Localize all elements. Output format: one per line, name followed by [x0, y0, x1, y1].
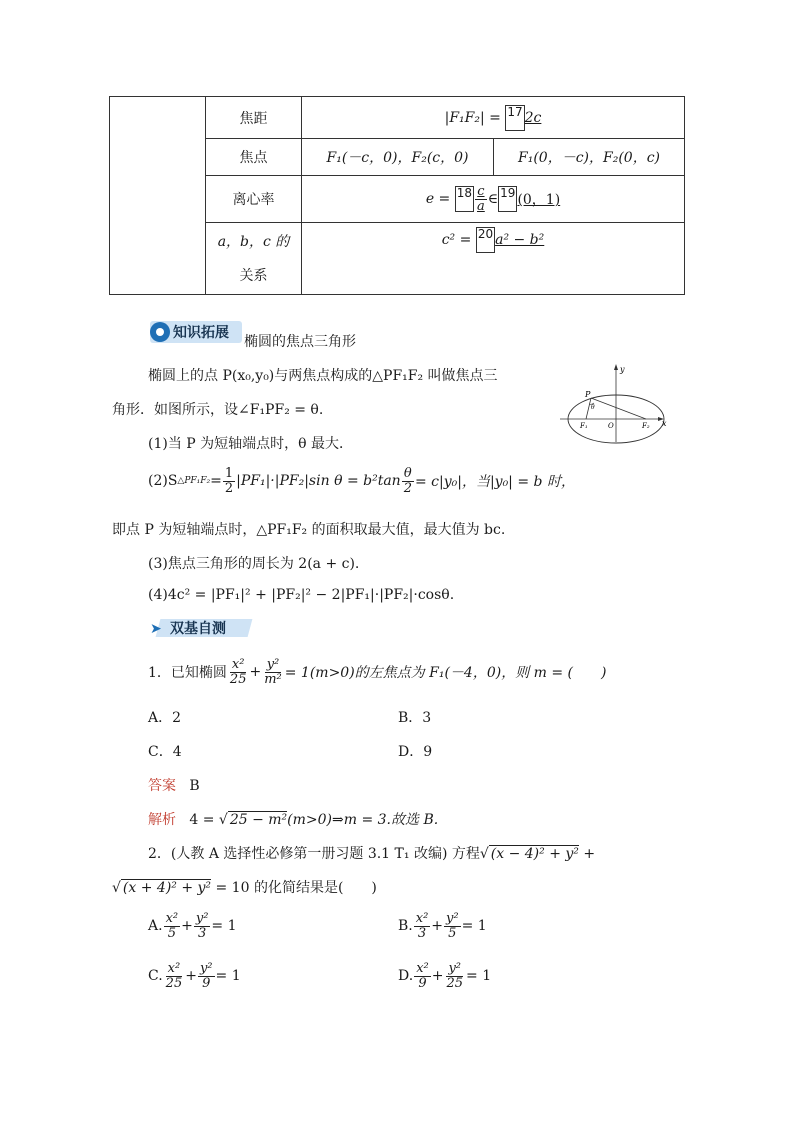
q2-C-eq: = 1 — [215, 968, 241, 984]
sqrt-sign-icon: √ — [479, 846, 489, 862]
q2-D-frac-y — [444, 962, 465, 990]
fraction-denominator: a — [477, 198, 485, 214]
q2-option-C: C. $\frac{\text{x²}}{25}$ + $\frac{\text{y²}}{9}$ = 1 — [148, 960, 241, 991]
item2-part-c: |PF₁|·|PF₂|sin θ = b²tan — [236, 473, 401, 489]
q2-D-frac-x-num: x² — [416, 960, 429, 976]
q2-option-D: D. $\frac{\text{x²}}{9}$ + $\frac{\text{y²}}{25}$ = 1 — [398, 960, 492, 991]
foci-x-axis: F₁(－c，0)，F₂(c，0) — [326, 150, 469, 166]
relation-lhs: c² = — [441, 232, 472, 248]
q2-option-A-letter: A. — [148, 918, 163, 934]
knowledge-item-4: (4)4c² = |PF₁|² + |PF₂|² − 2|PF₁|·|PF₂|·cosθ. — [148, 587, 455, 603]
analysis-label: 解析 — [148, 812, 176, 828]
arrow-icon: ➤ — [150, 621, 162, 637]
theta-half-fraction — [402, 467, 414, 495]
q2-B-frac-x-num: x² — [415, 910, 429, 926]
row-label-eccentricity: 离心率 — [232, 192, 275, 208]
q2-option-A: A. $\frac{\text{x²}}{5}$ + $\frac{\text{y²}}{3}$ = 1 — [148, 910, 237, 941]
answer-label: 答案 — [148, 778, 176, 794]
q1-option-B: B．3 — [398, 710, 432, 726]
analysis-part-b: (m>0)⇒m = 3.故选 B. — [287, 812, 439, 828]
q2-line1-plus: + — [578, 846, 596, 862]
half-fraction — [223, 467, 235, 495]
q2-D-eq: = 1 — [466, 968, 492, 984]
q2-A-frac-x-den: 5 — [167, 925, 176, 941]
knowledge-title: 椭圆的焦点三角形 — [244, 334, 356, 350]
q2-B-frac-x — [414, 912, 431, 940]
element-of-symbol: ∈ — [487, 191, 499, 207]
eccentricity-range-answer: (0，1) — [517, 192, 561, 208]
q2-B-frac-y-den: 5 — [448, 925, 457, 941]
q2-A-frac-y-den: 3 — [197, 925, 207, 941]
row-label-foci: 焦点 — [239, 150, 268, 166]
answer-value: B — [189, 778, 200, 794]
fraction-numerator: c — [477, 183, 485, 199]
q2-A-frac-y-num: y² — [195, 910, 209, 926]
question-1-stem — [148, 651, 606, 693]
blank-box-19: 19 — [498, 186, 517, 212]
q2-option-D-letter: D. — [398, 968, 414, 984]
item2-part-a: (2)S — [148, 473, 178, 489]
q2-C-frac-x-num: x² — [167, 960, 181, 976]
relation-formula — [302, 223, 684, 257]
row-label-relation-line2: 关系 — [239, 267, 268, 284]
q1-fraction-x-num: x² — [231, 656, 245, 672]
segment-PF2 — [591, 398, 646, 419]
knowledge-intro-line1: 椭圆上的点 P(x₀,y₀)与两焦点构成的△PF₁F₂ 叫做焦点三 — [148, 368, 498, 384]
exercises-badge-label: 双基自测 — [170, 621, 226, 637]
focal-distance-formula — [302, 97, 684, 138]
q2-line1-text: 2．(人教 A 选择性必修第一册习题 3.1 T₁ 改编) 方程 — [148, 846, 480, 862]
q2-B-frac-y-num: y² — [446, 910, 459, 926]
figure-label-F2: F₂ — [642, 422, 650, 430]
figure-label-x: x — [662, 419, 667, 428]
q2-C-frac-x-den: 25 — [165, 975, 183, 991]
analysis-sqrt: 25 − m² — [229, 812, 288, 828]
q1-plus: + — [249, 664, 262, 680]
q2-D-frac-y-num: y² — [448, 960, 462, 976]
q2-A-frac-y — [194, 912, 211, 940]
q2-C-frac-y-den: 9 — [202, 975, 211, 991]
q2-B-frac-y — [444, 912, 461, 940]
knowledge-intro-line2: 角形．如图所示，设∠F₁PF₂ = θ. — [112, 402, 324, 418]
q1-fraction-y-den: m² — [264, 671, 282, 687]
knowledge-badge — [150, 321, 242, 343]
q1-answer — [148, 775, 200, 795]
blank-box-20: 20 — [476, 227, 495, 253]
eccentricity-lhs: e = — [425, 191, 451, 207]
ellipse-focal-triangle-figure — [558, 362, 674, 446]
q2-C-frac-y-num: y² — [199, 960, 213, 976]
figure-label-y: y — [620, 365, 625, 374]
knowledge-item-3: (3)焦点三角形的周长为 2(a + c). — [148, 556, 360, 572]
figure-label-theta: θ — [591, 404, 595, 411]
half-numerator: 1 — [224, 465, 234, 481]
theta-numerator: θ — [403, 465, 412, 481]
circle-bullet-icon — [150, 322, 170, 342]
item2-part-b: = — [210, 473, 222, 489]
q2-D-frac-y-den: 25 — [446, 975, 464, 991]
eccentricity-formula — [302, 176, 684, 222]
q1-prefix: 1．已知椭圆 — [148, 665, 227, 681]
q1-option-C: C．4 — [148, 744, 182, 760]
eccentricity-fraction — [475, 185, 487, 213]
ellipse-property-table — [109, 96, 685, 295]
q1-option-D: D．9 — [398, 744, 433, 760]
q1-fraction-y-num: y² — [266, 656, 280, 672]
q2-C-frac-x — [164, 962, 185, 990]
q2-option-C-letter: C. — [148, 968, 163, 984]
figure-label-P: P — [585, 390, 591, 399]
q1-fraction-y — [262, 658, 284, 686]
q2-C-frac-y — [198, 962, 215, 990]
q1-option-A: A．2 — [148, 710, 182, 726]
knowledge-badge-label: 知识拓展 — [173, 325, 229, 341]
exercises-badge — [150, 617, 254, 639]
question-2-line2 — [112, 877, 377, 897]
q2-sqrt-1: (x − 4)² + y² — [490, 846, 579, 862]
half-denominator: 2 — [224, 480, 234, 496]
q1-suffix: = 1(m>0)的左焦点为 F₁(－4，0)，则 m = ( ) — [284, 665, 607, 681]
q2-A-frac-x — [164, 912, 181, 940]
foci-y-axis: F₁(0，－c)，F₂(0，c) — [518, 150, 660, 166]
knowledge-item-2 — [148, 461, 575, 501]
sqrt-sign-icon: √ — [218, 812, 228, 828]
q2-sqrt-2: (x + 4)² + y² — [122, 880, 212, 896]
q2-B-frac-x-den: 3 — [417, 925, 427, 941]
q2-B-eq: = 1 — [461, 918, 487, 934]
item2-subscript: △PF₁F₂ — [177, 476, 211, 486]
figure-label-O: O — [608, 422, 614, 430]
row-label-relation-line1: a，b，c 的 — [217, 233, 290, 250]
q2-D-frac-x-den: 9 — [418, 975, 427, 991]
knowledge-item-2-continued: 即点 P 为短轴端点时，△PF₁F₂ 的面积取最大值，最大值为 bc. — [112, 522, 506, 538]
y-axis-arrow-icon — [614, 364, 618, 370]
question-2-line1 — [148, 843, 595, 863]
theta-denominator: 2 — [403, 480, 412, 496]
q2-option-B: B. $\frac{\text{x²}}{3}$ + $\frac{\text{y²}}{5}$ = 1 — [398, 910, 487, 941]
q2-option-B-letter: B. — [398, 918, 413, 934]
row-label-relation — [206, 223, 301, 294]
blank-box-17: 17 — [505, 105, 524, 131]
q1-fraction-x — [228, 658, 249, 686]
row-label-focal-distance: 焦距 — [239, 110, 268, 127]
q1-fraction-x-den: 25 — [229, 671, 247, 687]
q1-analysis — [148, 809, 438, 829]
q2-line2-text: = 10 的化简结果是( ) — [211, 880, 377, 896]
relation-answer: a² − b² — [495, 232, 545, 248]
knowledge-item-1: (1)当 P 为短轴端点时，θ 最大． — [148, 436, 354, 452]
blank-box-18: 18 — [455, 186, 474, 212]
sqrt-sign-icon: √ — [112, 880, 121, 896]
q2-D-frac-x — [414, 962, 431, 990]
figure-label-F1: F₁ — [580, 422, 588, 430]
focal-distance-answer: 2c — [524, 109, 542, 126]
item2-part-d: = c|y₀|，当|y₀| = b 时， — [414, 474, 575, 490]
focal-distance-lhs: |F₁F₂| = — [444, 109, 501, 126]
analysis-part-a: 4 = — [189, 812, 219, 828]
q2-A-frac-x-num: x² — [165, 910, 179, 926]
q2-A-eq: = 1 — [211, 918, 237, 934]
